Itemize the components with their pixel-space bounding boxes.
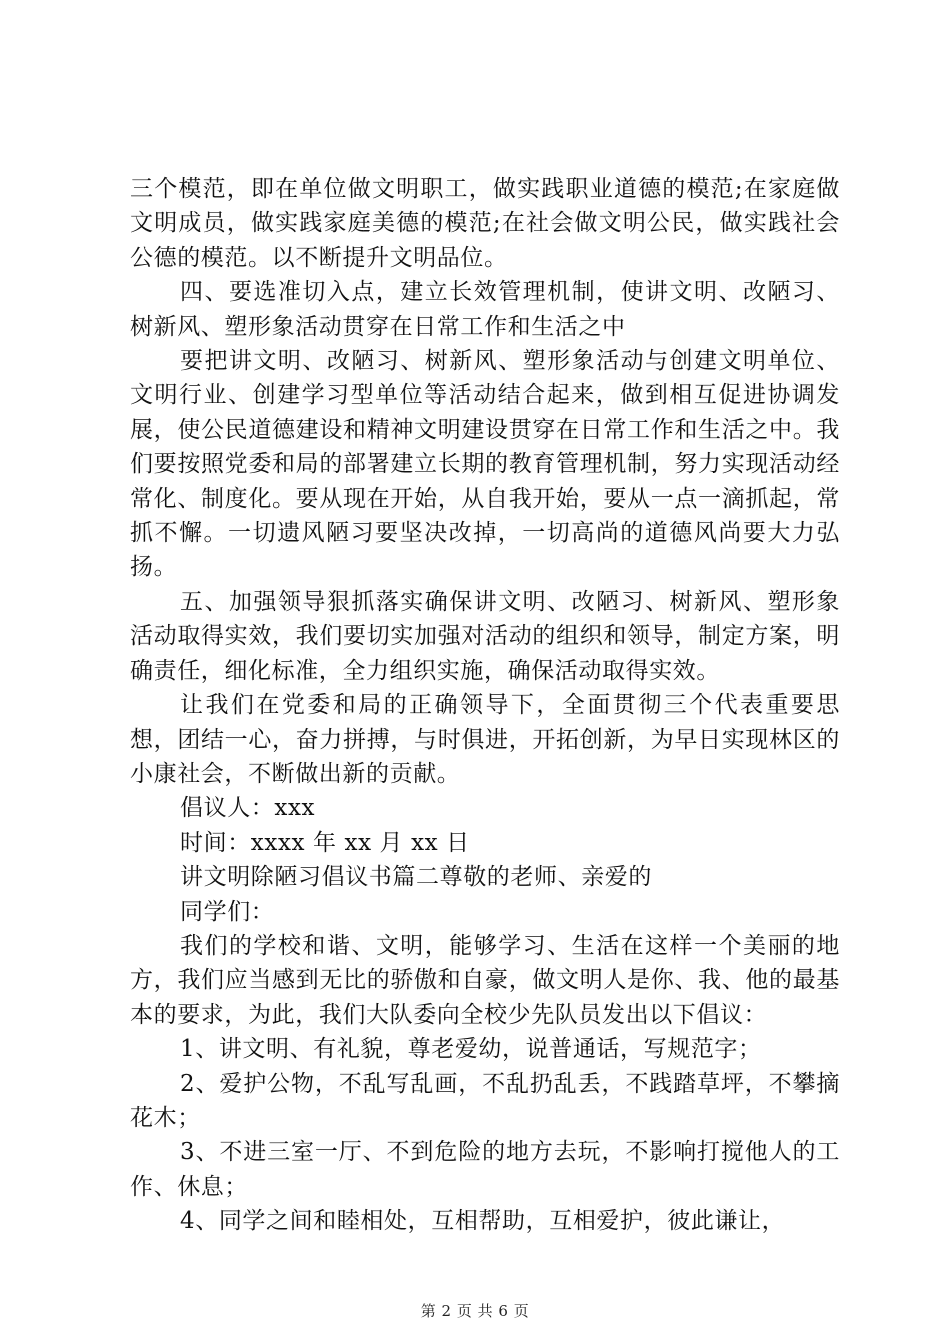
paragraph-section-four-heading: 四、要选准切入点，建立长效管理机制，使讲文明、改陋习、树新风、塑形象活动贯穿在日常工作和生活之中 bbox=[130, 279, 840, 340]
paragraph-section-four-body: 要把讲文明、改陋习、树新风、塑形象活动与创建文明单位、文明行业、创建学习型单位等活动结合起来，做到相互促进协调发展，使公民道德建设和精神文明建设贯穿在日常工作和生活之中。我们要按照党委和局的部署建立长期的教育管理机制，努力实现活动经常化、制度化。要从现在开始，从自我开始，要从一点一滴抓起，常抓不懈。一切遗风陋习要坚决改掉，一切高尚的道德风尚要大力弘扬。 bbox=[130, 348, 840, 581]
paragraph-model-examples: 三个模范，即在单位做文明职工，做实践职业道德的模范;在家庭做文明成员，做实践家庭美德的模范;在社会做文明公民，做实践社会公德的模范。以不断提升文明品位。 bbox=[130, 176, 840, 271]
paragraph-closing-call: 让我们在党委和局的正确领导下，全面贯彻三个代表重要思想，团结一心，奋力拼搏，与时俱进，开拓创新，为早日实现林区的小康社会，不断做出新的贡献。 bbox=[130, 692, 840, 787]
document-body bbox=[130, 172, 840, 1239]
date-line: 时间：xxxx 年 xx 月 xx 日 bbox=[180, 829, 470, 856]
page-number-footer: 第 2 页 共 6 页 bbox=[420, 1302, 530, 1320]
list-item-3: 3、不进三室一厅、不到危险的地方去玩，不影响打搅他人的工作、休息； bbox=[130, 1139, 840, 1200]
list-item-2: 2、爱护公物，不乱写乱画，不乱扔乱丢，不践踏草坪，不攀摘花木； bbox=[130, 1070, 840, 1131]
list-item-4: 4、同学之间和睦相处，互相帮助，互相爱护，彼此谦让， bbox=[180, 1208, 786, 1235]
second-proposal-title: 讲文明除陋习倡议书篇二尊敬的老师、亲爱的 bbox=[180, 864, 652, 891]
paragraph-school-intro: 我们的学校和谐、文明，能够学习、生活在这样一个美丽的地方，我们应当感到无比的骄傲和自豪，做文明人是你、我、他的最基本的要求，为此，我们大队委向全校少先队员发出以下倡议： bbox=[130, 932, 840, 1028]
paragraph-section-five: 五、加强领导狠抓落实确保讲文明、改陋习、树新风、塑形象活动取得实效，我们要切实加强对活动的组织和领导，制定方案，明确责任，细化标准，全力组织实施，确保活动取得实效。 bbox=[130, 588, 840, 684]
list-item-1: 1、讲文明、有礼貌，尊老爱幼，说普通话，写规范字； bbox=[180, 1036, 762, 1063]
salutation-line: 同学们： bbox=[180, 898, 275, 925]
proposer-line: 倡议人：xxx bbox=[180, 795, 316, 822]
